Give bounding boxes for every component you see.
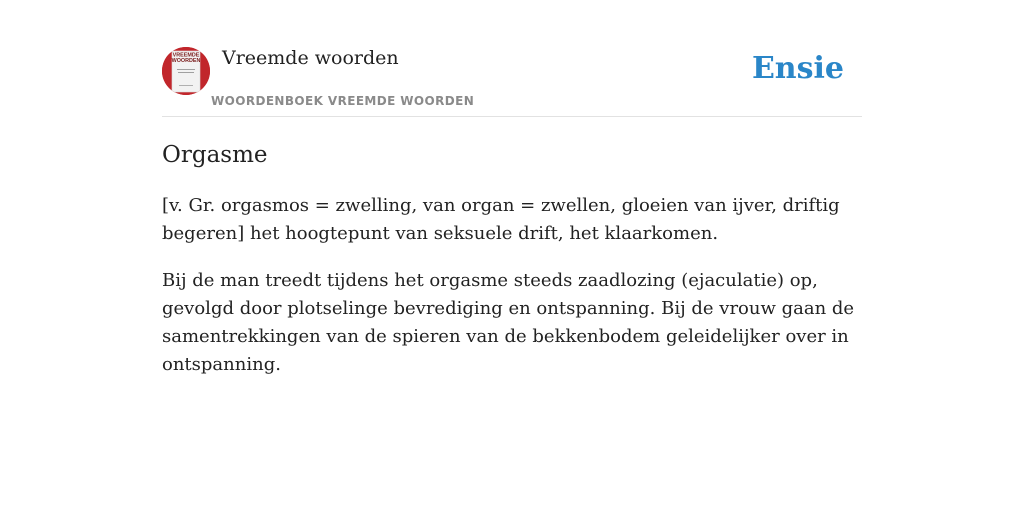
book-title-line-2: WOORDEN [171, 58, 201, 64]
site-avatar[interactable] [162, 47, 210, 95]
page [162, 0, 862, 512]
book-title-line-1: VREEMDE [172, 52, 200, 59]
brand-logo[interactable]: Ensie [751, 51, 844, 86]
site-name[interactable]: Vreemde woorden [222, 47, 399, 69]
description-paragraph: Bij de man treedt tijdens het orgasme steeds zaadlozing (ejaculatie) op, gevolgd door plotselinge bevrediging en ontspanning. Bij de vrouw gaan de samentrekkingen van de spieren van de bekkenbodem geleidelijker over in ontspanning. [162, 270, 855, 375]
site-header [162, 0, 862, 117]
page-title: Orgasme [162, 142, 268, 168]
site-subtitle: WOORDENBOEK VREEMDE WOORDEN [211, 94, 475, 108]
definition-paragraph: [v. Gr. orgasmos = zwelling, van organ = zwellen, gloeien van ijver, driftig begeren] het hoogtepunt van seksuele drift, het klaarkomen. [162, 195, 840, 244]
book-cover-icon [162, 47, 210, 95]
